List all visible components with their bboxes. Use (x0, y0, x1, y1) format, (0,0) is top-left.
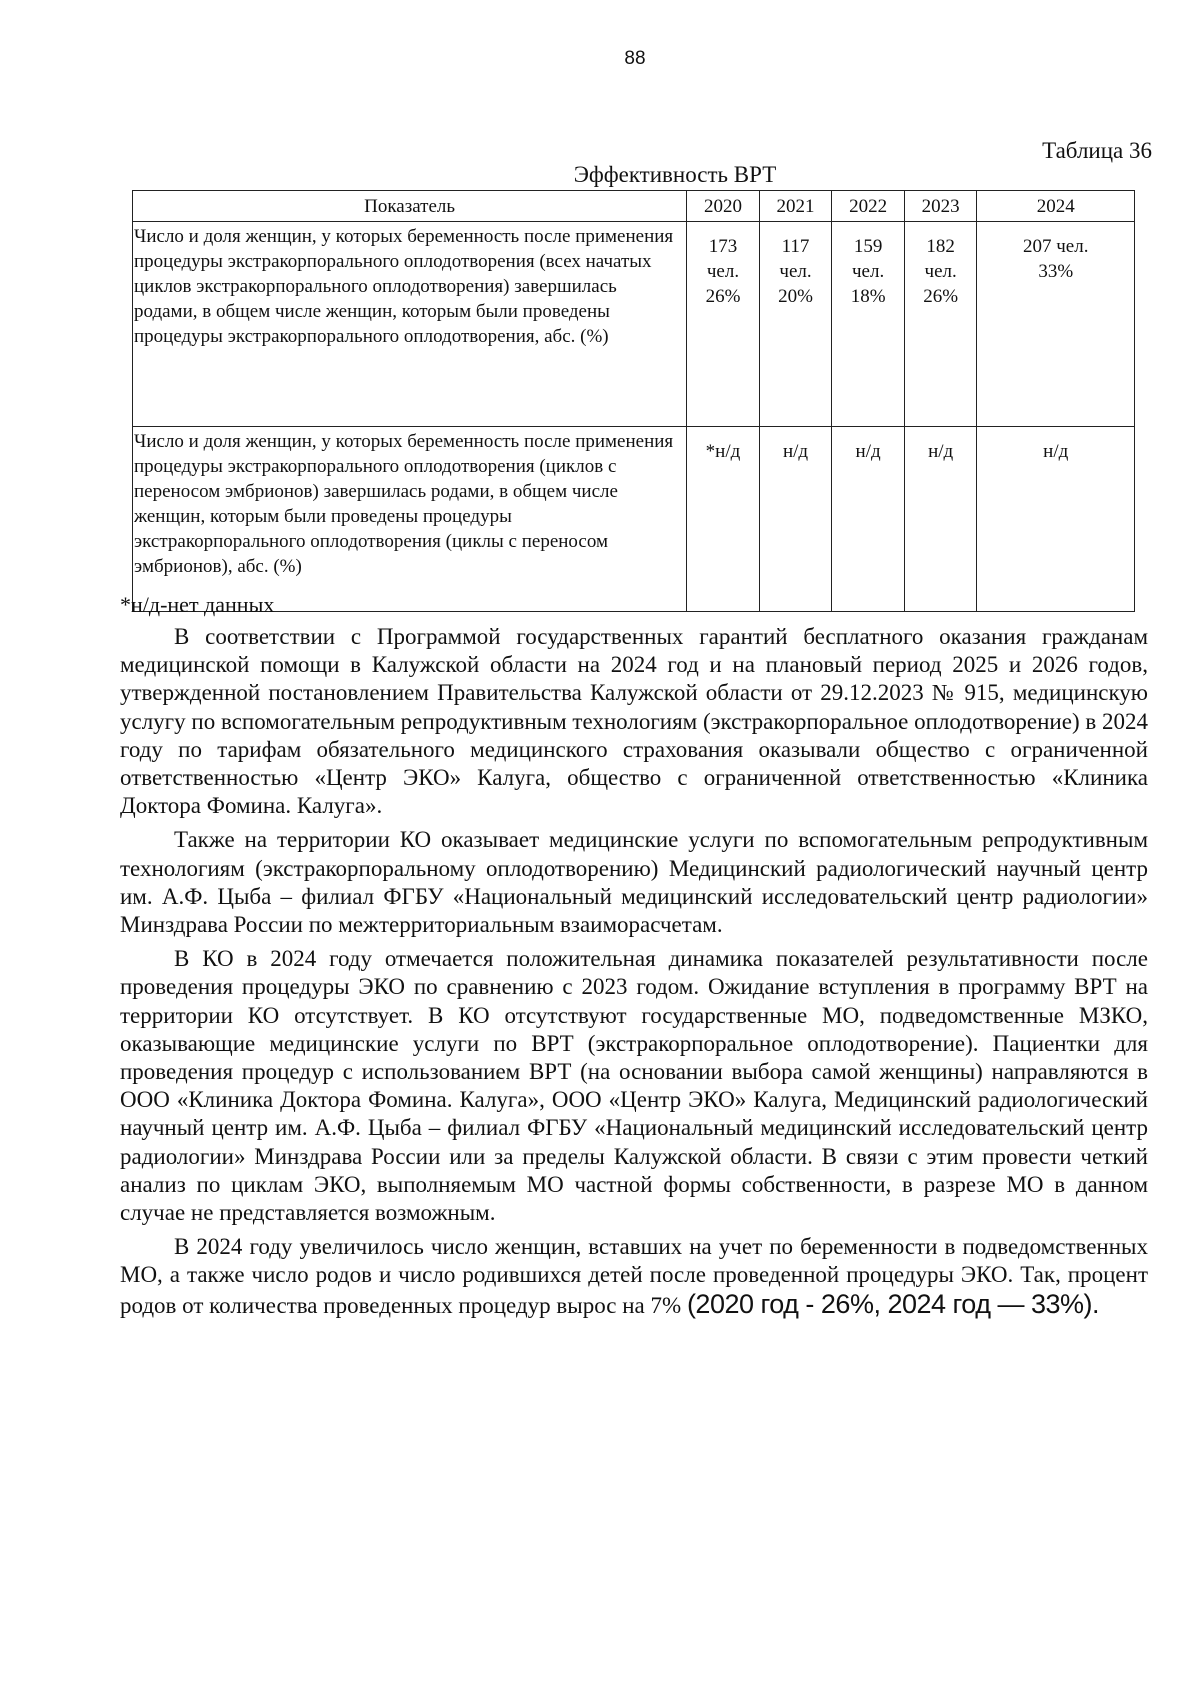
value-cell (904, 222, 977, 427)
value-cell (832, 222, 905, 427)
table-title: Эффективность ВРТ (573, 162, 777, 187)
vrt-efficiency-table (132, 190, 1135, 612)
value-cell (832, 427, 905, 612)
paragraph (120, 1233, 1148, 1320)
value-unit: чел. (851, 261, 885, 282)
value-unit: чел. (924, 261, 957, 282)
header-year-2024: 2024 (977, 191, 1135, 222)
value-cell (977, 222, 1135, 427)
header-year-2020: 2020 (687, 191, 760, 222)
header-indicator: Показатель (133, 191, 687, 222)
paragraph: В соответствии с Программой государственных гарантий бесплатного оказания гражданам медицинской помощи в Калужской области на 2024 год и на плановый период 2025 и 2026 годов, утвержденной постановлением Правительства Калужской области от 29.12.2023 № 915, медицинскую услугу по вспомогательным репродуктивным технологиям (экстракорпоральное оплодотворение) в 2024 году по тарифам обязательного медицинского страхования оказывали общество с ограниченной ответственностью «Центр ЭКО» Калуга, общество с ограниченной ответственностью «Клиника Доктора Фомина. Калуга». (120, 624, 1148, 819)
value-unit: чел. (706, 261, 740, 282)
value-count: 182 (926, 236, 955, 257)
value-cell (759, 427, 832, 612)
body-text (120, 623, 1148, 1320)
value-count: 207 чел. (1022, 236, 1089, 257)
paragraph-text: В 2024 году увеличилось число женщин, вставших на учет по беременности в подведомственных МО, а также число родов и число родившихся детей после проведенной процедуры ЭКО. Так, процент родов от количества проведенных процедур вырос на 7% (120, 1234, 1148, 1318)
value-cell (977, 427, 1135, 612)
value-no-data: н/д (782, 441, 809, 462)
header-year-2021: 2021 (759, 191, 832, 222)
value-no-data: н/д (855, 441, 881, 462)
table-label: Таблица 36 (1042, 138, 1152, 163)
paragraph: Также на территории КО оказывает медицинские услуги по вспомогательным репродуктивным технологиям (экстракорпоральному оплодотворению) Медицинский радиологический научный центр им. А.Ф. Цыба – филиал ФГБУ «Национальный медицинский исследовательский центр радиологии» Минздрава России по межтерриториальным взаиморасчетам. (120, 827, 1148, 938)
value-percent: 18% (850, 286, 886, 307)
value-percent: 33% (1038, 261, 1074, 282)
value-cell (687, 427, 760, 612)
indicator-cell: Число и доля женщин, у которых беременность после применения процедуры экстракорпорального оплодотворения (всех начатых циклов экстракорпорального оплодотворения) завершилась родами, в общем числе женщин, которым были проведены процедуры экстракорпорального оплодотворения, абс. (%) (133, 222, 687, 427)
value-percent: 20% (778, 286, 813, 307)
value-no-data: н/д (1043, 441, 1069, 462)
closing-note: (2020 год - 26%, 2024 год — 33%). (686, 1288, 1099, 1319)
paragraph: В КО в 2024 году отмечается положительная динамика показателей результативности после проведения процедуры ЭКО по сравнению с 2023 годом. Ожидание вступления в программу ВРТ на территории КО отсутствует. В КО отсутствуют государственные МО, подведомственные МЗКО, оказывающие медицинские услуги по ВРТ (экстракорпоральное оплодотворение). Пациентки для проведения процедур с использованием ВРТ (на основании выбора самой женщины) направляются в ООО «Клиника Доктора Фомина. Калуга», ООО «Центр ЭКО» Калуга, Медицинский радиологический научный центр им. А.Ф. Цыба – филиал ФГБУ «Национальный медицинский исследовательский центр радиологии» Минздрава России или за пределы Калужской области. В связи с этим провести четкий анализ по циклам ЭКО, выполняемым МО частной формы собственности, в разрезе МО в данном случае не представляется возможным. (120, 946, 1148, 1226)
value-percent: 26% (705, 286, 741, 307)
page-number: 88 (624, 48, 646, 69)
header-year-2022: 2022 (832, 191, 905, 222)
value-cell (904, 427, 977, 612)
value-unit: чел. (779, 261, 812, 282)
value-cell (759, 222, 832, 427)
table-footnote: *н/д-нет данных (120, 592, 275, 617)
value-count: 117 (781, 236, 810, 257)
header-year-2023: 2023 (904, 191, 977, 222)
value-no-data: *н/д (705, 441, 741, 462)
value-percent: 26% (923, 286, 959, 307)
value-count: 159 (853, 236, 883, 257)
value-no-data: н/д (928, 441, 954, 462)
value-count: 173 (708, 236, 738, 257)
value-cell (687, 222, 760, 427)
table-header-row (133, 191, 1135, 222)
table-row (133, 222, 1135, 427)
table-row (133, 427, 1135, 612)
indicator-cell: Число и доля женщин, у которых беременность после применения процедуры экстракорпорального оплодотворения (циклов с переносом эмбрионов) завершилась родами, в общем числе женщин, которым были проведены процедуры экстракорпорального оплодотворения (циклы с переносом эмбрионов), абс. (%) (133, 427, 687, 612)
